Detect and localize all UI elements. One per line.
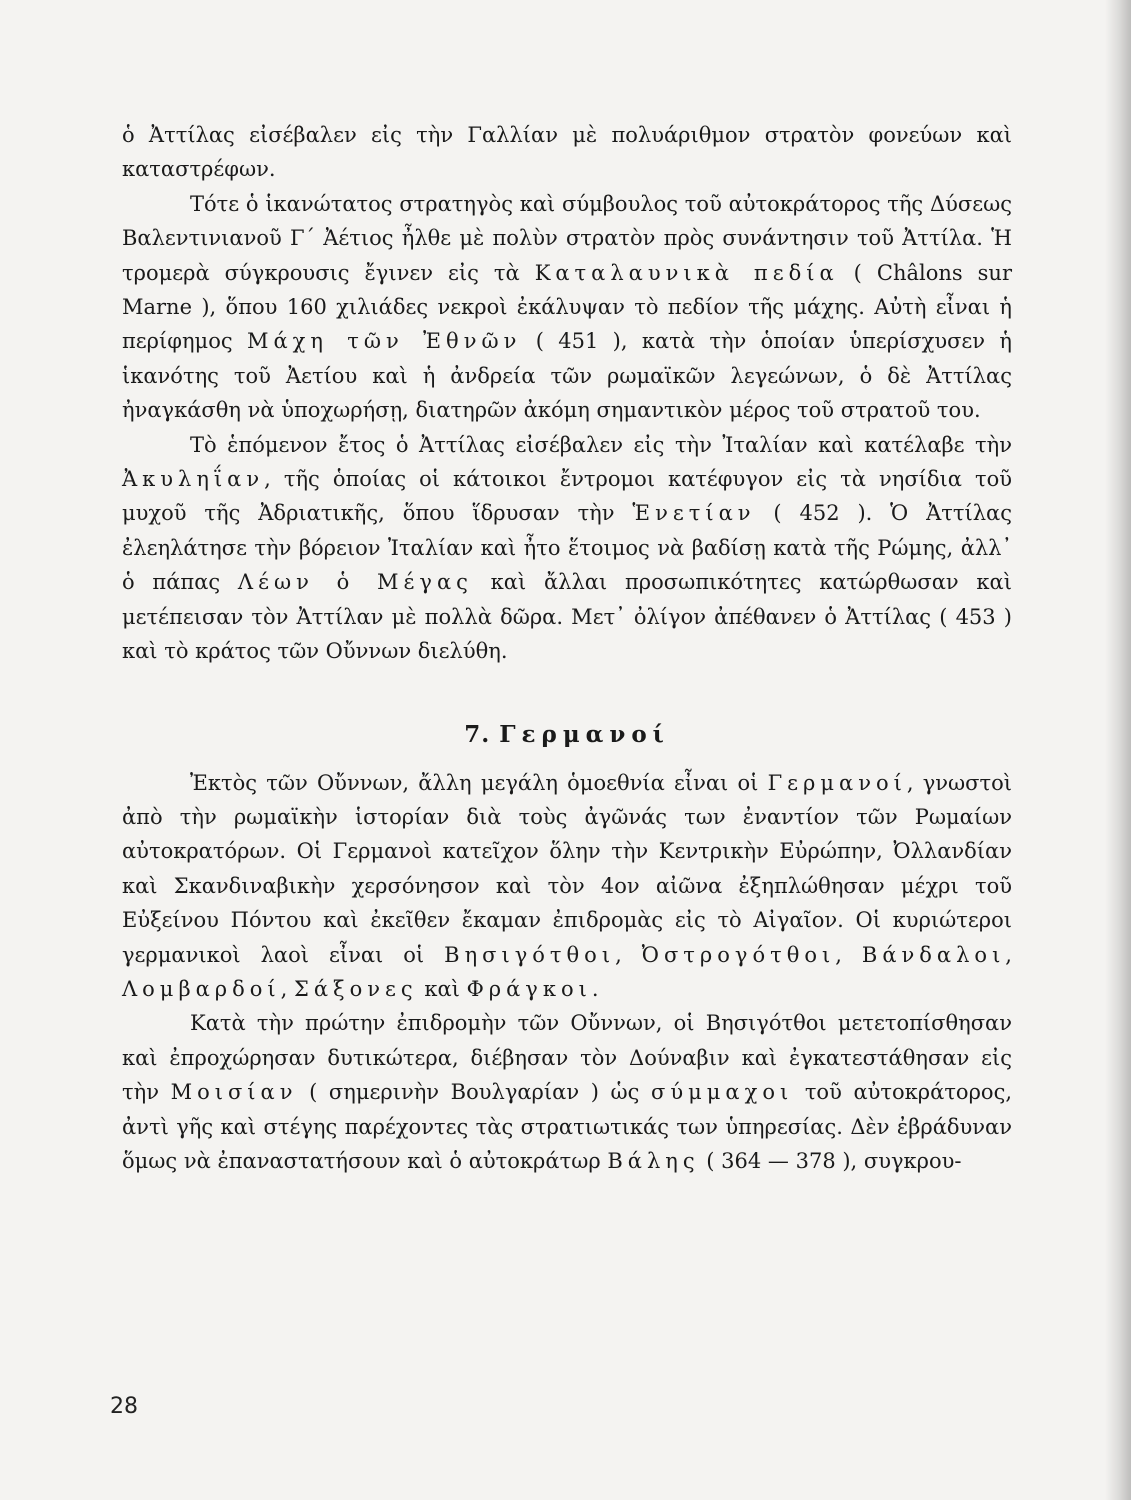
paragraph bbox=[122, 766, 1012, 1007]
bottom-paragraphs bbox=[122, 766, 1012, 1179]
spaced-term: σύμμαχοι bbox=[651, 1080, 794, 1105]
text-run: , bbox=[615, 942, 642, 967]
text-run: ὁ Ἀττίλας εἰσέβαλεν εἰς τὴν Γαλλίαν μὲ πολυάριθμον στρατὸν φονεύων καὶ καταστρέφων. bbox=[122, 123, 1012, 182]
text-run: , τῆς ὁποίας οἱ κάτοικοι ἔντρομοι κατέφυγον εἰς τὰ νησίδια τοῦ μυχοῦ τῆς Ἀδριατικῆς, ὅπου ἵδρυσαν τὴν bbox=[122, 467, 1012, 526]
spaced-term: Μάχη τῶν Ἐθνῶν bbox=[246, 329, 522, 354]
spaced-term: Βησιγότθοι bbox=[444, 942, 616, 967]
text-run: ( 451 ), κατὰ τὴν ὁποίαν ὑπερίσχυσεν ἡ ἱκανότης τοῦ Ἀετίου καὶ ἡ ἀνδρεία τῶν ρωμαϊκῶν λεγεώνων, ὁ δὲ Ἀττίλας ἠναγκάσθη νὰ ὑποχωρήσῃ, διατηρῶν ἀκόμη σημαντικὸν μέρος τοῦ στρατοῦ του. bbox=[122, 329, 1013, 423]
spaced-term: Λομβαρδοί bbox=[122, 976, 281, 1001]
spaced-term: Λέων ὁ Μέγας bbox=[237, 570, 473, 595]
spaced-term: Ἑνετίαν bbox=[632, 501, 756, 526]
text-run: ( Châlons sur Marne ), ὅπου 160 χιλιάδες νεκροὶ ἐκάλυψαν τὸ πεδίον τῆς μάχης. Αὐτὴ εἶναι ἡ περίφημος bbox=[122, 260, 1012, 354]
text-run: Κατὰ τὴν πρώτην ἐπιδρομὴν τῶν Οὔννων, οἱ Βησιγότθοι μετετοπίσθησαν καὶ ἐπροχώρησαν δυτικώτερα, διέβησαν τὸν Δούναβιν καὶ ἐγκατεστάθησαν εἰς τὴν bbox=[122, 1011, 1012, 1105]
spaced-term: Καταλαυνικὰ πεδία bbox=[534, 260, 839, 285]
text-run: , bbox=[1005, 942, 1012, 967]
spaced-term: Φράγκοι bbox=[466, 976, 592, 1001]
text-run: ( σημερινὴν Βουλγαρίαν ) ὡς bbox=[297, 1080, 652, 1105]
spaced-term: Γερμανοί bbox=[767, 770, 907, 795]
section-heading bbox=[122, 721, 1012, 748]
page-number: 28 bbox=[110, 1394, 138, 1419]
paragraph bbox=[122, 118, 1012, 187]
text-run: ( 452 ). Ὁ Ἀττίλας ἐλεηλάτησε τὴν βόρειον Ἰταλίαν καὶ ἦτο ἕτοιμος νὰ βαδίσῃ κατὰ τῆς Ρώμης, ἀλλ᾽ ὁ πάπας bbox=[122, 501, 1012, 595]
spaced-term: Ὀστρογότθοι bbox=[641, 942, 836, 967]
spaced-term: Μοισίαν bbox=[170, 1080, 298, 1105]
spaced-term: Σάξονες bbox=[294, 976, 418, 1001]
text-run: Τὸ ἑπόμενον ἔτος ὁ Ἀττίλας εἰσέβαλεν εἰς τὴν Ἰταλίαν καὶ κατέλαβε τὴν bbox=[190, 432, 1012, 457]
section-number: 7. bbox=[464, 720, 491, 748]
text-run: καὶ ἄλλαι προσωπικότητες κατώρθωσαν καὶ μετέπεισαν τὸν Ἀττίλαν μὲ πολλὰ δῶρα. Μετ᾽ ὀλίγον ἀπέθανεν ὁ Ἀττίλας ( 453 ) καὶ τὸ κράτος τῶν Οὔννων διελύθη. bbox=[122, 570, 1012, 664]
paragraph bbox=[122, 1006, 1012, 1178]
text-run: , bbox=[835, 942, 862, 967]
binding-shadow bbox=[1105, 0, 1131, 1500]
text-run: Τότε ὁ ἱκανώτατος στρατηγὸς καὶ σύμβουλος τοῦ αὐτοκράτορος τῆς Δύσεως Βαλεντινιανοῦ Γ΄ Ἀέτιος ἦλθε μὲ πολὺν στρατὸν πρὸς συνάντησιν τοῦ Ἀττίλα. Ἡ τρομερὰ σύγκρουσις ἔγινεν εἰς τὰ bbox=[122, 191, 1012, 285]
text-run: , γνωστοὶ ἀπὸ τὴν ρωμαϊκὴν ἱστορίαν διὰ τοὺς ἀγῶνάς των ἐναντίον τῶν Ρωμαίων αὐτοκρατόρων. Οἱ Γερμανοὶ κατεῖχον ὅλην τὴν Κεντρικὴν Εὐρώπην, Ὀλλανδίαν καὶ Σκανδιναβικὴν χερσόνησον καὶ τὸν 4ον αἰῶνα ἐξηπλώθησαν μέχρι τοῦ Εὐξείνου Πόντου καὶ ἐκεῖθεν ἔκαμαν ἐπιδρομὰς εἰς τὸ Αἰγαῖον. Οἱ κυριώτεροι γερμανικοὶ λαοὶ εἶναι οἱ bbox=[122, 770, 1012, 967]
text-run: τοῦ αὐτοκράτορος, ἀντὶ γῆς καὶ στέγης παρέχοντες τὰς στρατιωτικάς των ὑπηρεσίας. Δὲν ἐβράδυναν ὅμως νὰ ἐπαναστατήσουν καὶ ὁ αὐτοκράτωρ bbox=[122, 1080, 1013, 1173]
spaced-term: Ἀκυληΐαν bbox=[122, 467, 265, 492]
text-run: Ἐκτὸς τῶν Οὔννων, ἄλλη μεγάλη ὁμοεθνία εἶναι οἱ bbox=[190, 770, 768, 795]
paragraph bbox=[122, 428, 1012, 669]
body-text bbox=[122, 118, 1012, 1178]
text-run: ( 364 — 378 ), συγκρου- bbox=[699, 1148, 962, 1173]
text-run: , bbox=[280, 976, 295, 1001]
spaced-term: Βάλης bbox=[607, 1148, 700, 1173]
top-paragraphs bbox=[122, 118, 1012, 669]
paragraph bbox=[122, 187, 1012, 428]
spaced-term: Βάνδαλοι bbox=[861, 942, 1006, 967]
text-run: καὶ bbox=[417, 976, 467, 1001]
text-run: . bbox=[591, 976, 599, 1001]
section-title: Γερμανοί bbox=[499, 720, 670, 748]
